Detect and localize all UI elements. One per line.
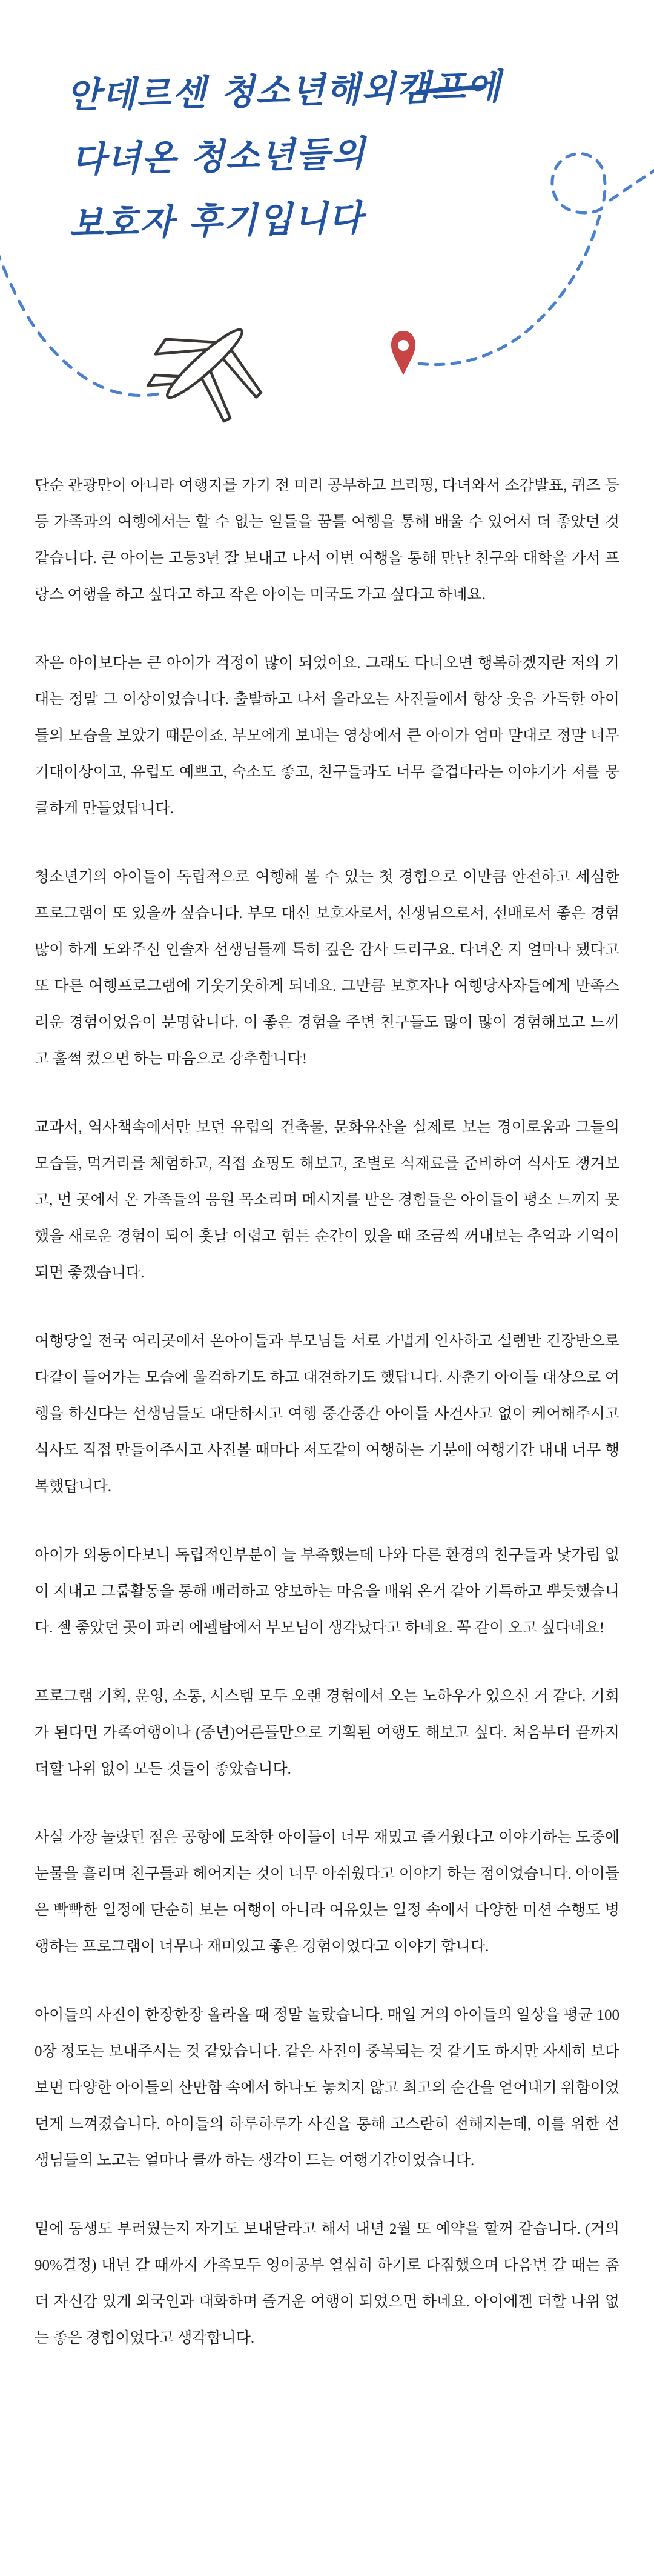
review-paragraph: 작은 아이보다는 큰 아이가 걱정이 많이 되었어요. 그래도 다녀오면 행복하겠지란 저의 기대는 정말 그 이상이었습니다. 출발하고 나서 올라오는 사진들에서 항상 웃음 가득한 아이들의 모습을 보았기 때문이죠. 부모에게 보내는 영상에서 큰 아이가 엄마 말대로 정말 너무 기대이상이고, 유럽도 예쁘고, 숙소도 좋고, 친구들과도 너무 즐겁다라는 이야기가 저를 뭉클하게 만들었답니다. xyxy=(35,655,619,817)
review-paragraph: 여행당일 전국 여러곳에서 온아이들과 부모님들 서로 가볍게 인사하고 설렘반 긴장반으로 다같이 들어가는 모습에 울컥하기도 하고 대견하기도 했답니다. 사춘기 아이들 대상으로 여행을 하신다는 선생님들도 대단하시고 여행 중간중간 아이들 사건사고 없이 케어해주시고 식사도 직접 만들어주시고 사진볼 때마다 저도같이 여행하는 기분에 여행기간 내내 너무 행복했답니다. xyxy=(35,1333,619,1495)
review-paragraph: 교과서, 역사책속에서만 보던 유럽의 건축물, 문화유산을 실제로 보는 경이로움과 그들의 모습들, 먹거리를 체험하고, 직접 쇼핑도 해보고, 조별로 식재료를 준비하여 식사도 챙겨보고, 먼 곳에서 온 가족들의 응원 목소리며 메시지를 받은 경험들은 아이들이 평소 느끼지 못했을 새로운 경험이 되어 훗날 어렵고 힘든 순간이 있을 때 조금씩 꺼내보는 추억과 기억이 되면 좋겠습니다. xyxy=(35,1119,619,1281)
review-body xyxy=(0,461,654,2393)
title-line: 다녀온 청소년들의 xyxy=(71,133,367,181)
page-title xyxy=(66,54,505,256)
review-paragraph: 밑에 동생도 부러웠는지 자기도 보내달라고 해서 내년 2월 또 예약을 할꺼 같습니다. (거의 90%결정) 내년 갈 때까지 가족모두 영어공부 열심히 하기로 다짐했으며 다음번 갈 때는 좀더 자신감 있게 외국인과 대화하며 즐거운 여행이 되었으면 하네요. 아이에겐 더할 나위 없는 좋은 경험이었다고 생각합니다. xyxy=(35,2221,619,2346)
flight-path-loop-dashed-line xyxy=(552,153,605,213)
title-line: 보호자 후기입니다 xyxy=(68,197,365,245)
flight-path-left-dashed-line xyxy=(0,250,159,396)
location-pin-icon xyxy=(391,331,415,375)
flight-path-exit-dashed-line xyxy=(610,168,654,200)
review-paragraph: 아이들의 사진이 한장한장 올라올 때 정말 놀랐습니다. 매일 거의 아이들의 일상을 평균 1000장 정도는 보내주시는 것 같았습니다. 같은 사진이 중복되는 것 같기도 하지만 자세히 보다보면 다양한 아이들의 산만함 속에서 하나도 놓치지 않고 최고의 순간을 얻어내기 위함이었던게 느껴졌습니다. 아이들의 하루하루가 사진을 통해 고스란히 전해지는데, 이를 위한 선생님들의 노고는 얼마나 클까 하는 생각이 드는 여행기간이었습니다. xyxy=(35,2007,619,2169)
review-paragraph: 사실 가장 놀랐던 점은 공항에 도착한 아이들이 너무 재밌고 즐거웠다고 이야기하는 도중에 눈물을 흘리며 친구들과 헤어지는 것이 너무 아쉬웠다고 이야기 하는 점이었습니다. 아이들은 빡빡한 일정에 단순히 보는 여행이 아니라 여유있는 일정 속에서 다양한 미션 수행도 병행하는 프로그램이 너무나 재미있고 좋은 경험이었다고 이야기 합니다. xyxy=(35,1829,619,1955)
review-paragraph: 청소년기의 아이들이 독립적으로 여행해 볼 수 있는 첫 경험으로 이만큼 안전하고 세심한 프로그램이 또 있을까 싶습니다. 부모 대신 보호자로서, 선생님으로서, 선배로서 좋은 경험 많이 하게 도와주신 인솔자 선생님들께 특히 깊은 감사 드리구요. 다녀온 지 얼마나 됐다고 또 다른 여행프로그램에 기웃기웃하게 되네요. 그만큼 보호자나 여행당사자들에게 만족스러운 경험이었음이 분명합니다. 이 좋은 경험을 주변 친구들도 많이 많이 경험해보고 느끼고 훌쩍 컸으면 하는 마음으로 강추합니다! xyxy=(35,869,619,1067)
review-paragraph: 단순 관광만이 아니라 여행지를 가기 전 미리 공부하고 브리핑, 다녀와서 소감발표, 퀴즈 등등 가족과의 여행에서는 할 수 없는 일들을 꿈틀 여행을 통해 배울 수 있어서 더 좋았던 것 같습니다. 큰 아이는 고등3년 잘 보내고 나서 이번 여행을 통해 만난 친구와 대학을 가서 프랑스 여행을 하고 싶다고 하고 작은 아이는 미국도 가고 싶다고 하네요. xyxy=(35,478,619,603)
review-paragraph: 프로그램 기획, 운영, 소통, 시스템 모두 오랜 경험에서 오는 노하우가 있으신 거 같다. 기회가 된다면 가족여행이나 (중년)어른들만으로 기획된 여행도 해보고 싶다. 처음부터 끝까지 더할 나위 없이 모든 것들이 좋았습니다. xyxy=(35,1688,619,1777)
header xyxy=(0,0,654,461)
title-line: 안데르센 청소년해외캠프에 xyxy=(66,65,502,116)
airplane-icon xyxy=(133,298,281,446)
review-paragraph: 아이가 외동이다보니 독립적인부분이 늘 부족했는데 나와 다른 환경의 친구들과 낯가림 없이 지내고 그룹활동을 통해 배려하고 양보하는 마음을 배워 온거 같아 기특하고 뿌듯했습니다. 젤 좋았던 곳이 파리 에펠탑에서 부모님이 생각났다고 하네요. 꼭 같이 오고 싶다네요! xyxy=(35,1547,619,1636)
